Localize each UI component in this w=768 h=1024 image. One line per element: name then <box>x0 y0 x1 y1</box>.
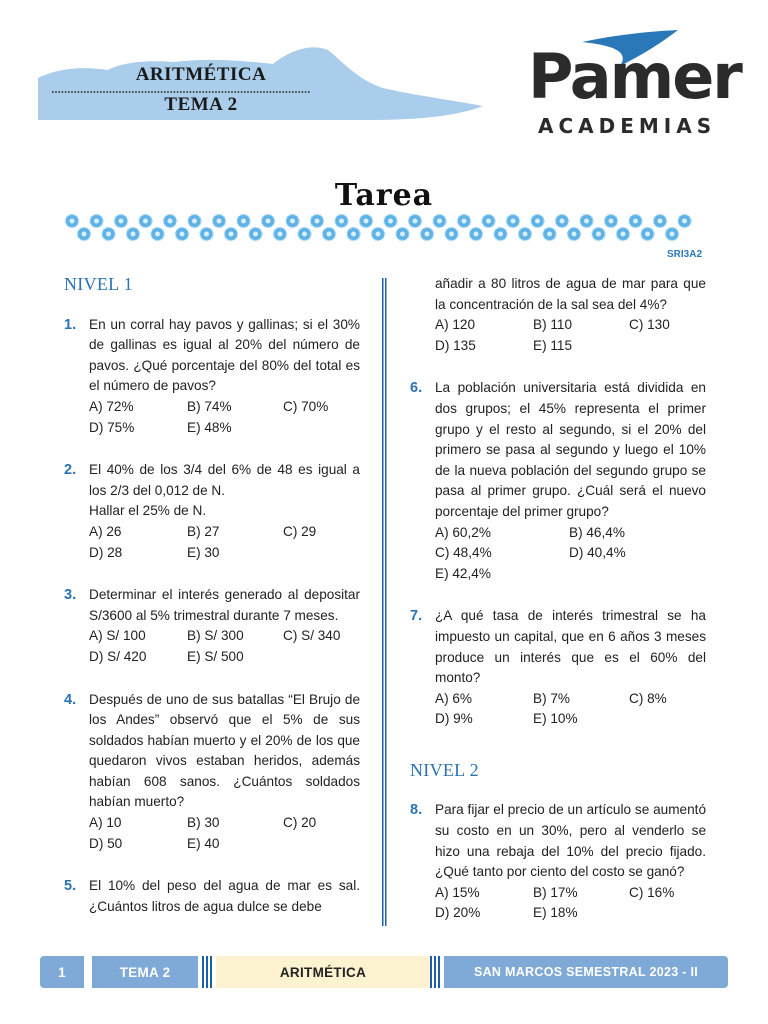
question-text: La población universitaria está dividida en dos grupos; el 45% representa el primer grupo y el resto al segundo, si el 20% del primero se pasa al segundo y luego el 10% de la nueva población del segundo grupo se pasa al primer grupo. ¿Cuál será el nuevo porcentaje del primer grupo? <box>435 380 706 519</box>
option[interactable]: C) 48,4% <box>435 545 492 561</box>
decorative-dot-center <box>364 219 369 224</box>
question-number: 3. <box>64 587 77 604</box>
decorative-dot-center <box>645 232 650 237</box>
option[interactable]: E) 48% <box>187 419 232 435</box>
level-heading: NIVEL 2 <box>410 759 479 780</box>
decorative-dot-center <box>241 219 246 224</box>
brand-subtitle: ACADEMIAS <box>538 114 717 138</box>
decorative-dot-center <box>302 232 307 237</box>
footer-subject: ARITMÉTICA <box>216 956 430 988</box>
options <box>435 689 706 730</box>
decorative-dot-center <box>106 232 111 237</box>
option[interactable]: E) 30 <box>187 544 220 560</box>
question-number: 2. <box>64 462 77 479</box>
decorative-dot-center <box>486 219 491 224</box>
option[interactable]: B) 27 <box>187 523 220 539</box>
decorative-dot-center <box>155 232 160 237</box>
decorative-dot-center <box>462 219 467 224</box>
decorative-dot-center <box>572 232 577 237</box>
option[interactable]: D) 135 <box>435 337 476 353</box>
question-number: 6. <box>410 380 423 397</box>
option[interactable]: B) 110 <box>533 317 573 333</box>
option[interactable]: B) 17% <box>533 884 578 900</box>
option[interactable]: C) 29 <box>283 523 317 539</box>
decorative-dot-center <box>658 219 663 224</box>
option[interactable]: D) 9% <box>435 711 473 727</box>
decorative-dot-center <box>474 232 479 237</box>
decorative-dot-center <box>180 232 185 237</box>
question-text: El 40% de los 3/4 del 6% de 48 es igual a los 2/3 del 0,012 de N. <box>89 462 360 498</box>
question-number: 5. <box>64 878 77 895</box>
question-text: Después de uno de sus batallas “El Brujo de los Andes” observó que el 5% de sus soldados habían muerto y el 20% de los que quedaron vivos estaban heridos, además habían 608 sanos. ¿Cuántos soldados habían muerto? <box>89 691 360 810</box>
question-text: Determinar el interés generado al depositar S/3600 al 5% trimestral durante 7 meses. <box>89 587 360 623</box>
question-text-line2: Hallar el 25% de N. <box>89 503 207 519</box>
decorative-dot-center <box>376 232 381 237</box>
decorative-dot-center <box>400 232 405 237</box>
question-2 <box>60 460 360 563</box>
decorative-dot-center <box>621 232 626 237</box>
option[interactable]: D) S/ 420 <box>89 648 147 664</box>
question-text: Para fijar el precio de un artículo se aumentó su costo en un 30%, pero al venderlo se hizo una rebaja del 10% del precio fijado. ¿Qué tanto por ciento del costo se ganó? <box>435 802 706 880</box>
option[interactable]: A) S/ 100 <box>89 628 146 644</box>
decorative-dot-center <box>511 219 516 224</box>
decorative-dot-center <box>315 219 320 224</box>
option[interactable]: A) 60,2% <box>435 524 491 540</box>
option[interactable]: B) 30 <box>187 815 220 831</box>
decorative-dot-center <box>229 232 234 237</box>
decorative-dot-center <box>547 232 552 237</box>
option[interactable]: D) 20% <box>435 905 481 921</box>
decorative-dot-center <box>682 219 687 224</box>
decorative-dot-center <box>143 219 148 224</box>
footer-page-number: 1 <box>40 956 84 988</box>
decorative-dot-center <box>584 219 589 224</box>
footer-separator <box>430 956 440 988</box>
option[interactable]: E) 115 <box>533 337 573 353</box>
question-3 <box>60 585 360 667</box>
options <box>435 523 706 585</box>
question-6 <box>406 378 706 584</box>
decorative-dot-center <box>327 232 332 237</box>
options <box>89 813 360 854</box>
right-column <box>406 274 706 946</box>
question-5 <box>60 876 360 917</box>
decorative-dot-center <box>633 219 638 224</box>
question-text: ¿A qué tasa de interés trimestral se ha impuesto un capital, que en 6 años 3 meses produce un interés que es el 60% del monto? <box>435 608 706 686</box>
option[interactable]: A) 120 <box>435 317 476 333</box>
decorative-dot-center <box>94 219 99 224</box>
brand-logo: Pamer <box>528 40 741 113</box>
decorative-dot-center <box>560 219 565 224</box>
header-subject: ARITMÉTICA <box>135 64 267 85</box>
decorative-dot-center <box>339 219 344 224</box>
question-number: 4. <box>64 691 77 708</box>
decorative-dot-center <box>290 219 295 224</box>
question-7 <box>406 606 706 730</box>
option[interactable]: C) 70% <box>283 398 329 414</box>
option[interactable]: E) 40 <box>187 835 220 851</box>
option[interactable]: B) 7% <box>533 690 571 706</box>
question-text: En un corral hay pavos y gallinas; si el 30% de gallinas es igual al 20% del número de pavos. ¿Qué porcentaje del 80% del total es el número de pavos? <box>89 316 360 394</box>
question-number: 8. <box>410 802 423 819</box>
decorative-dot-center <box>192 219 197 224</box>
question-4 <box>60 690 360 855</box>
options <box>435 883 706 924</box>
option[interactable]: D) 40,4% <box>569 545 626 561</box>
question-number: 1. <box>64 316 77 333</box>
option[interactable]: C) S/ 340 <box>283 628 341 644</box>
footer-course: SAN MARCOS SEMESTRAL 2023 - II <box>444 956 728 988</box>
column-divider <box>382 278 387 926</box>
option[interactable]: D) 28 <box>89 544 123 560</box>
decorative-dot-center <box>670 232 675 237</box>
question-number: 7. <box>410 608 423 625</box>
options <box>89 626 360 667</box>
option[interactable]: C) 130 <box>629 317 670 333</box>
decorative-dots <box>62 212 702 242</box>
page-title: Tarea <box>334 178 434 213</box>
decorative-dot-center <box>266 219 271 224</box>
question-1 <box>60 315 360 439</box>
option[interactable]: C) 8% <box>629 690 667 706</box>
option[interactable]: E) S/ 500 <box>187 648 244 664</box>
document-code: SRI3A2 <box>666 249 702 260</box>
option[interactable]: B) 74% <box>187 398 232 414</box>
option[interactable]: B) S/ 300 <box>187 628 244 644</box>
decorative-dot-center <box>425 232 430 237</box>
header-theme: TEMA 2 <box>164 94 238 115</box>
option[interactable]: C) 20 <box>283 815 317 831</box>
options <box>435 315 706 356</box>
decorative-dot-center <box>535 219 540 224</box>
option[interactable]: E) 10% <box>533 711 578 727</box>
option[interactable]: D) 50 <box>89 835 123 851</box>
decorative-dot-center <box>351 232 356 237</box>
decorative-dot-center <box>253 232 258 237</box>
decorative-dot-center <box>204 232 209 237</box>
decorative-dot-center <box>449 232 454 237</box>
decorative-dot-center <box>119 219 124 224</box>
question-5-continued <box>406 274 706 356</box>
question-8 <box>406 800 706 924</box>
footer-theme: TEMA 2 <box>92 956 198 988</box>
footer-separator <box>202 956 212 988</box>
option[interactable]: A) 72% <box>89 398 134 414</box>
options <box>89 522 360 563</box>
option[interactable]: A) 26 <box>89 523 122 539</box>
option[interactable]: E) 42,4% <box>435 565 491 581</box>
decorative-dot-center <box>596 232 601 237</box>
decorative-dot-center <box>168 219 173 224</box>
option[interactable]: A) 6% <box>435 690 473 706</box>
decorative-dot-center <box>278 232 283 237</box>
question-text: El 10% del peso del agua de mar es sal. ¿Cuántos litros de agua dulce se debe <box>89 878 360 914</box>
option[interactable]: D) 75% <box>89 419 135 435</box>
option[interactable]: A) 15% <box>435 884 480 900</box>
decorative-dot-center <box>131 232 136 237</box>
option[interactable]: B) 46,4% <box>569 524 625 540</box>
decorative-dot-center <box>413 219 418 224</box>
decorative-dot-center <box>498 232 503 237</box>
option[interactable]: C) 16% <box>629 884 675 900</box>
option[interactable]: A) 10 <box>89 815 122 831</box>
options <box>89 397 360 438</box>
decorative-dot-center <box>609 219 614 224</box>
question-text-continued: añadir a 80 litros de agua de mar para que la concentración de la sal sea del 4%? <box>435 276 706 312</box>
decorative-dot-center <box>217 219 222 224</box>
level-heading: NIVEL 1 <box>64 274 133 294</box>
decorative-dot-center <box>70 219 75 224</box>
decorative-dot-center <box>437 219 442 224</box>
left-column <box>60 274 360 939</box>
decorative-dot-center <box>388 219 393 224</box>
decorative-dot-center <box>82 232 87 237</box>
decorative-dot-center <box>523 232 528 237</box>
option[interactable]: E) 18% <box>533 905 578 921</box>
